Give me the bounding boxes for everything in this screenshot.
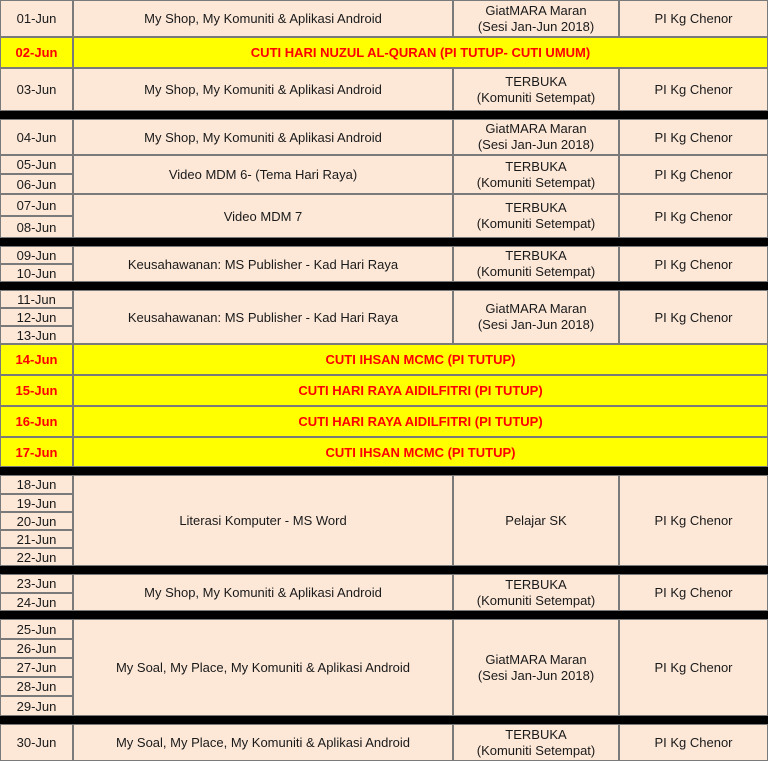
holiday-date-cell (0, 406, 73, 437)
activity-cell (73, 619, 453, 716)
audience-line2: (Komuniti Setempat) (476, 742, 596, 758)
audience-cell (453, 0, 619, 37)
date-text: 19-Jun (16, 495, 57, 511)
audience-line1: TERBUKA (505, 576, 567, 592)
date-text: 27-Jun (16, 660, 57, 675)
holiday-cell (73, 344, 768, 375)
date-cell (0, 246, 73, 264)
location-cell (619, 290, 768, 344)
date-cell (0, 475, 73, 494)
activity-text: Video MDM 7 (223, 208, 303, 224)
week-separator (0, 566, 768, 574)
location-cell (619, 119, 768, 155)
audience-line1: TERBUKA (505, 158, 567, 174)
week-separator (0, 282, 768, 290)
location-text: PI Kg Chenor (654, 129, 733, 145)
date-cell (0, 326, 73, 344)
date-text: 13-Jun (16, 327, 57, 343)
location-text: PI Kg Chenor (654, 585, 733, 600)
location-cell (619, 475, 768, 566)
audience-line1: GiatMARA Maran (485, 301, 587, 316)
week-separator (0, 467, 768, 475)
date-cell (0, 639, 73, 658)
audience-line2: (Komuniti Setempat) (476, 216, 596, 231)
holiday-text: CUTI HARI NUZUL AL-QURAN (PI TUTUP- CUTI UMUM) (250, 45, 591, 60)
holiday-cell (73, 437, 768, 467)
audience-cell (453, 290, 619, 344)
date-cell (0, 216, 73, 238)
date-text: 26-Jun (16, 641, 57, 656)
audience-cell (453, 68, 619, 111)
date-cell (0, 290, 73, 308)
audience-line2: (Sesi Jan-Jun 2018) (477, 18, 595, 34)
holiday-text: CUTI IHSAN MCMC (PI TUTUP) (325, 444, 516, 460)
location-text: PI Kg Chenor (654, 167, 733, 182)
location-text: PI Kg Chenor (654, 11, 733, 26)
audience-cell (453, 475, 619, 566)
audience-cell (453, 724, 619, 761)
location-cell (619, 574, 768, 611)
date-text: 01-Jun (16, 11, 57, 26)
date-text: 28-Jun (16, 679, 57, 694)
activity-text: My Soal, My Place, My Komuniti & Aplikasi Android (115, 660, 411, 675)
activity-cell (73, 290, 453, 344)
audience-cell (453, 119, 619, 155)
date-cell (0, 724, 73, 761)
audience-line1: GiatMARA Maran (485, 2, 587, 18)
audience-line2: (Komuniti Setempat) (476, 264, 596, 279)
date-text: 14-Jun (15, 352, 58, 367)
location-text: PI Kg Chenor (654, 309, 733, 325)
holiday-cell (73, 406, 768, 437)
audience-line2: (Komuniti Setempat) (476, 174, 596, 190)
audience-line1: GiatMARA Maran (485, 651, 587, 667)
date-text: 09-Jun (16, 247, 57, 263)
activity-text: My Shop, My Komuniti & Aplikasi Android (144, 129, 382, 145)
date-cell (0, 264, 73, 282)
activity-text: Keusahawanan: MS Publisher - Kad Hari Raya (127, 309, 399, 325)
date-text: 06-Jun (16, 176, 57, 192)
audience-cell (453, 194, 619, 238)
date-text: 24-Jun (16, 594, 57, 610)
date-text: 12-Jun (16, 309, 57, 325)
audience-line1: TERBUKA (505, 200, 567, 215)
location-cell (619, 68, 768, 111)
location-cell (619, 619, 768, 716)
date-text: 30-Jun (16, 735, 57, 750)
activity-cell (73, 0, 453, 37)
location-text: PI Kg Chenor (654, 735, 733, 750)
audience-line2: (Sesi Jan-Jun 2018) (477, 667, 595, 683)
audience-cell (453, 574, 619, 611)
audience-line2: (Komuniti Setempat) (476, 592, 596, 608)
holiday-date-cell (0, 37, 73, 68)
location-text: PI Kg Chenor (654, 82, 733, 97)
date-text: 05-Jun (16, 157, 57, 172)
date-cell (0, 677, 73, 696)
activity-cell (73, 119, 453, 155)
week-separator (0, 111, 768, 119)
audience-line1: TERBUKA (505, 73, 567, 89)
date-text: 04-Jun (16, 129, 57, 145)
audience-line2: (Sesi Jan-Jun 2018) (477, 317, 595, 332)
activity-text: Keusahawanan: MS Publisher - Kad Hari Raya (127, 256, 399, 272)
date-cell (0, 619, 73, 639)
activity-text: My Shop, My Komuniti & Aplikasi Android (144, 11, 382, 26)
date-text: 17-Jun (15, 444, 58, 460)
date-cell (0, 68, 73, 111)
date-text: 15-Jun (15, 383, 58, 398)
date-cell (0, 119, 73, 155)
date-text: 25-Jun (16, 621, 57, 637)
date-text: 18-Jun (16, 477, 57, 492)
audience-line2: (Komuniti Setempat) (476, 89, 596, 105)
holiday-cell (73, 375, 768, 406)
activity-cell (73, 246, 453, 282)
activity-cell (73, 194, 453, 238)
holiday-date-cell (0, 375, 73, 406)
activity-text: My Shop, My Komuniti & Aplikasi Android (144, 82, 382, 97)
date-cell (0, 174, 73, 194)
date-text: 23-Jun (16, 576, 57, 591)
date-cell (0, 593, 73, 611)
date-text: 22-Jun (16, 549, 57, 565)
date-cell (0, 194, 73, 216)
week-separator (0, 611, 768, 619)
activity-cell (73, 155, 453, 194)
location-cell (619, 194, 768, 238)
date-cell (0, 530, 73, 548)
date-text: 21-Jun (16, 531, 57, 547)
activity-text: My Shop, My Komuniti & Aplikasi Android (144, 585, 382, 600)
activity-text: Video MDM 6- (Tema Hari Raya) (168, 167, 358, 182)
activity-cell (73, 724, 453, 761)
activity-text: Literasi Komputer - MS Word (179, 513, 347, 528)
date-cell (0, 658, 73, 677)
date-text: 08-Jun (16, 219, 57, 235)
location-cell (619, 246, 768, 282)
activity-cell (73, 574, 453, 611)
location-text: PI Kg Chenor (654, 256, 733, 272)
location-text: PI Kg Chenor (654, 513, 733, 528)
date-cell (0, 308, 73, 326)
audience-cell (453, 619, 619, 716)
audience-line2: (Sesi Jan-Jun 2018) (477, 137, 595, 152)
date-text: 10-Jun (16, 265, 57, 281)
week-separator (0, 238, 768, 246)
date-cell (0, 494, 73, 512)
date-text: 11-Jun (17, 291, 56, 307)
holiday-text: CUTI HARI RAYA AIDILFITRI (PI TUTUP) (298, 414, 543, 429)
activity-cell (73, 68, 453, 111)
audience-line1: GiatMARA Maran (485, 121, 587, 136)
audience-cell (453, 155, 619, 194)
date-text: 03-Jun (16, 82, 57, 97)
location-text: PI Kg Chenor (654, 208, 733, 224)
holiday-cell (73, 37, 768, 68)
date-text: 16-Jun (15, 414, 58, 429)
holiday-date-cell (0, 437, 73, 467)
date-cell (0, 155, 73, 174)
date-cell (0, 0, 73, 37)
holiday-date-cell (0, 344, 73, 375)
date-cell (0, 574, 73, 593)
audience-cell (453, 246, 619, 282)
date-cell (0, 696, 73, 716)
location-cell (619, 155, 768, 194)
holiday-text: CUTI IHSAN MCMC (PI TUTUP) (325, 352, 516, 367)
date-text: 20-Jun (16, 513, 57, 529)
location-text: PI Kg Chenor (654, 660, 733, 675)
date-text: 02-Jun (15, 45, 58, 60)
week-separator (0, 716, 768, 724)
date-cell (0, 548, 73, 566)
holiday-text: CUTI HARI RAYA AIDILFITRI (PI TUTUP) (298, 383, 543, 398)
activity-text: My Soal, My Place, My Komuniti & Aplikasi Android (115, 735, 411, 750)
date-text: 29-Jun (16, 698, 57, 714)
audience-line1: TERBUKA (505, 248, 567, 263)
location-cell (619, 724, 768, 761)
audience-text: Pelajar SK (505, 513, 567, 528)
date-cell (0, 512, 73, 530)
location-cell (619, 0, 768, 37)
audience-line1: TERBUKA (505, 726, 567, 742)
date-text: 07-Jun (16, 197, 57, 213)
activity-cell (73, 475, 453, 566)
